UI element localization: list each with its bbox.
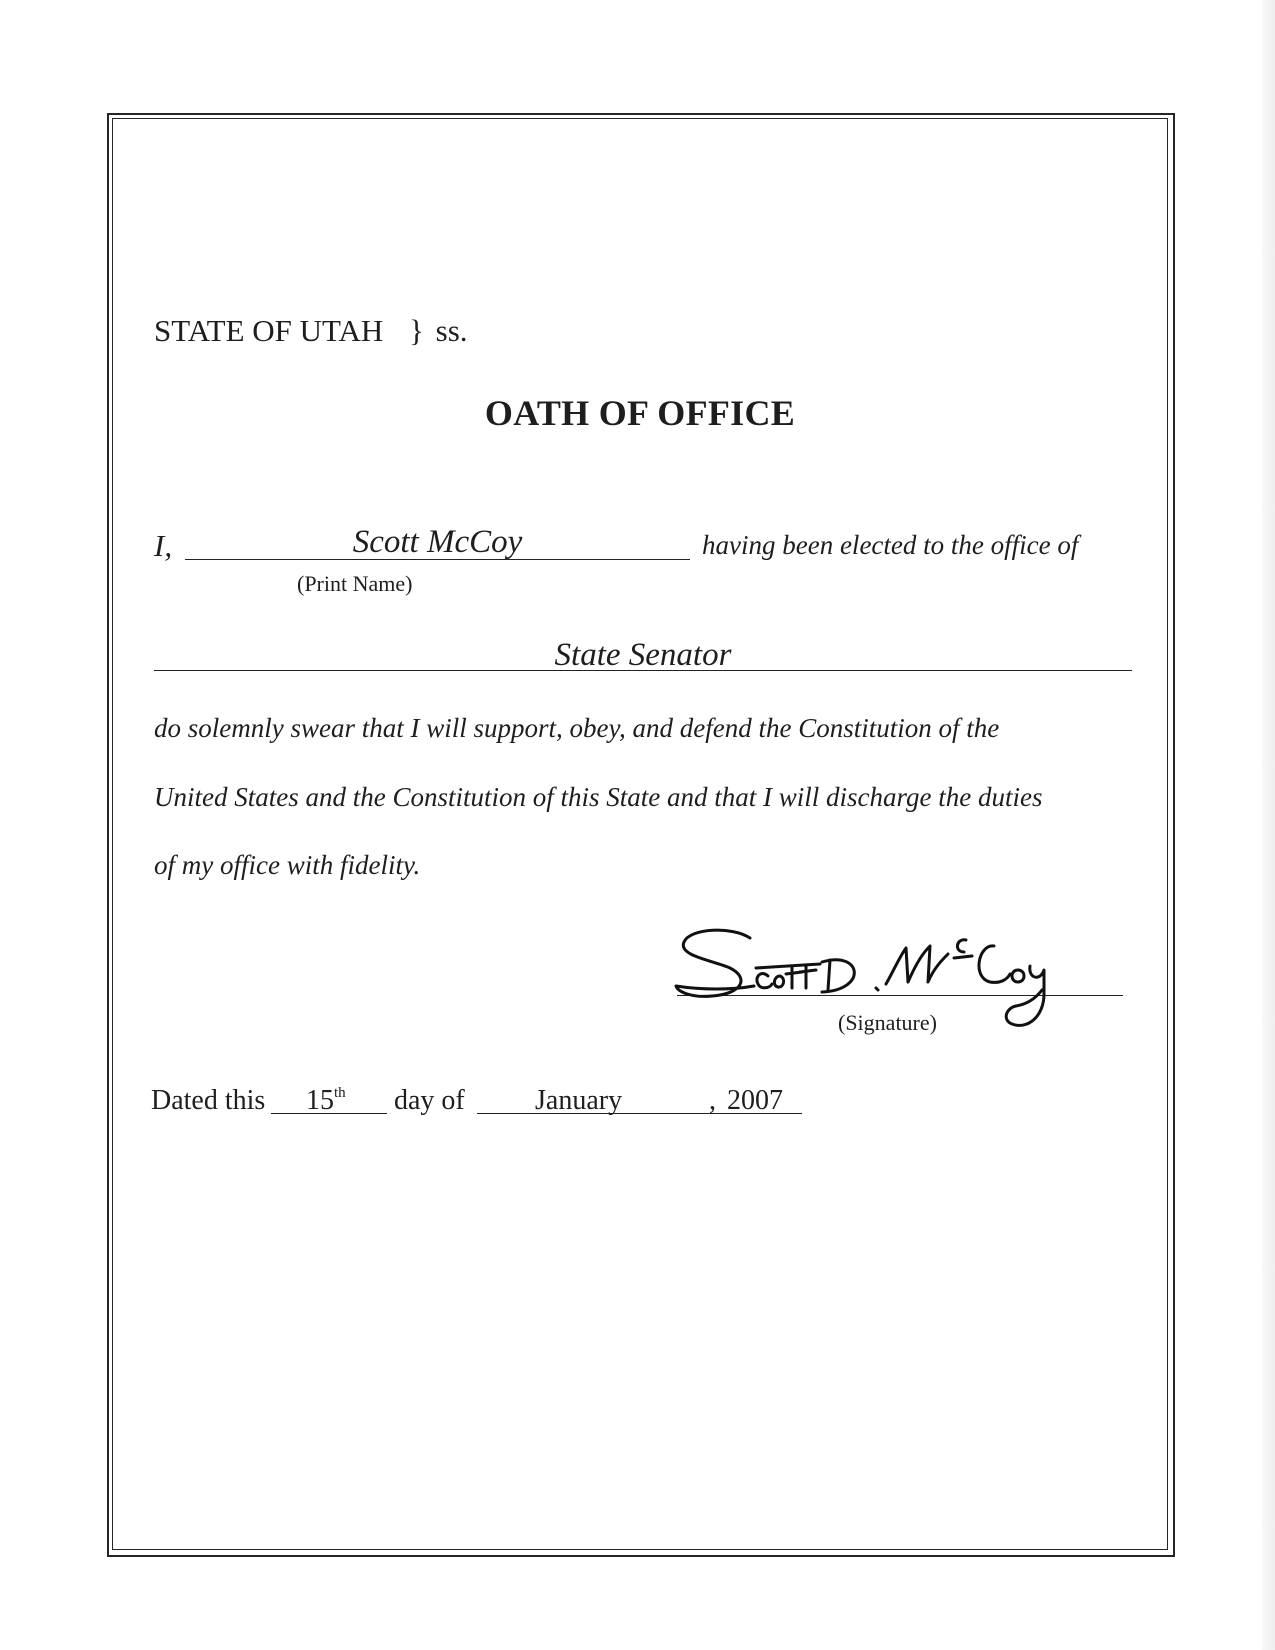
oath-text-line-2: United States and the Constitution of this State and that I will discharge the duties	[154, 782, 1043, 812]
signature-caption: (Signature)	[838, 1010, 937, 1035]
document-title: OATH OF OFFICE	[484, 393, 796, 433]
having-been-elected-text: having been elected to the office of	[702, 530, 1079, 560]
date-comma: ,	[709, 1085, 716, 1116]
scan-edge	[1262, 0, 1275, 1650]
day-value	[306, 1085, 346, 1117]
office-value: State Senator	[554, 637, 732, 673]
oath-text-line-1: do solemnly swear that I will support, obey, and defend the Constitution of the	[154, 713, 1000, 743]
oath-text-line-3: of my office with fidelity.	[154, 850, 421, 880]
year-value: 2007	[727, 1085, 783, 1116]
print-name-value: Scott McCoy	[352, 524, 523, 560]
venue-line	[154, 313, 468, 349]
ss-label: ss.	[435, 313, 468, 348]
ss-bracket: }	[409, 313, 424, 348]
day-of-label: day of	[394, 1085, 465, 1116]
oath-i-label: I,	[154, 528, 173, 563]
print-name-line	[185, 559, 690, 560]
print-name-caption: (Print Name)	[297, 571, 413, 596]
day-number: 15	[306, 1085, 334, 1116]
month-value: January	[535, 1085, 623, 1116]
day-suffix: th	[334, 1085, 346, 1101]
dated-prefix: Dated this	[151, 1085, 266, 1116]
office-line	[154, 670, 1132, 671]
state-label: STATE OF UTAH	[154, 313, 384, 348]
